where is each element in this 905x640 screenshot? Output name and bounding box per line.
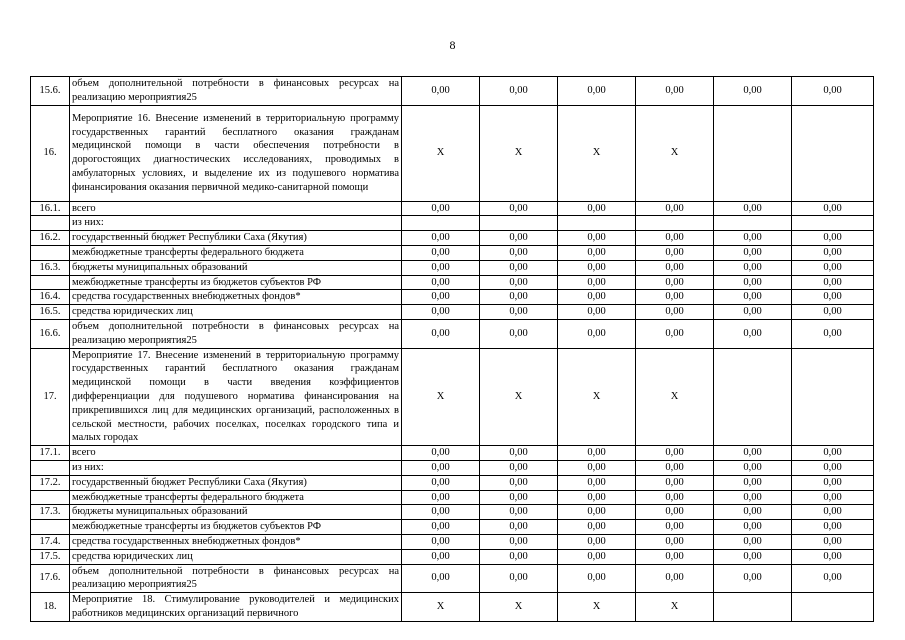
value-cell: 0,00 [714,534,792,549]
value-cell: X [402,593,480,622]
value-cell: 0,00 [558,505,636,520]
value-cell: 0,00 [480,319,558,348]
row-number: 16.3. [31,260,70,275]
value-cell: 0,00 [402,290,480,305]
value-cell: 0,00 [636,505,714,520]
value-cell: 0,00 [636,460,714,475]
value-cell: 0,00 [558,319,636,348]
value-cell [714,216,792,231]
value-cell: 0,00 [714,77,792,106]
value-cell: 0,00 [558,260,636,275]
row-description: объем дополнительной потребности в финансовых ресурсах на реализацию мероприятия25 [70,77,402,106]
value-cell: 0,00 [714,520,792,535]
value-cell: 0,00 [714,201,792,216]
value-cell: 0,00 [792,475,874,490]
value-cell: 0,00 [558,201,636,216]
value-cell: 0,00 [792,245,874,260]
row-number: 17. [31,348,70,446]
row-description: государственный бюджет Республики Саха (Якутия) [70,231,402,246]
value-cell [714,348,792,446]
row-description: Мероприятие 16. Внесение изменений в территориальную программу государственных гарантий бесплатного оказания гражданам медицинской помощи в части обеспечения потребности в дорогостоящих диагностических исследованиях, проводимых в амбулаторных условиях, и выделение их из подушевого норматива финансирования оказания первичной медико-санитарной помощи [70,105,402,201]
row-description: объем дополнительной потребности в финансовых ресурсах на реализацию мероприятия25 [70,564,402,593]
value-cell: X [636,348,714,446]
value-cell [558,216,636,231]
value-cell: 0,00 [480,245,558,260]
table-row [31,593,874,622]
value-cell: 0,00 [402,564,480,593]
value-cell: 0,00 [792,534,874,549]
value-cell [714,105,792,201]
value-cell: 0,00 [714,290,792,305]
row-number: 16. [31,105,70,201]
row-description: всего [70,446,402,461]
value-cell: X [480,593,558,622]
value-cell: 0,00 [480,475,558,490]
value-cell: 0,00 [636,475,714,490]
value-cell: 0,00 [636,446,714,461]
row-description: бюджеты муниципальных образований [70,260,402,275]
row-description: средства государственных внебюджетных фондов* [70,290,402,305]
value-cell: 0,00 [402,275,480,290]
row-description: средства юридических лиц [70,549,402,564]
value-cell: 0,00 [792,201,874,216]
value-cell: 0,00 [480,460,558,475]
value-cell: 0,00 [792,446,874,461]
table-row [31,305,874,320]
value-cell: 0,00 [558,564,636,593]
row-description: всего [70,201,402,216]
value-cell: 0,00 [558,77,636,106]
row-description: из них: [70,460,402,475]
row-description: межбюджетные трансферты федерального бюджета [70,490,402,505]
table-row [31,505,874,520]
value-cell: 0,00 [402,245,480,260]
value-cell: 0,00 [402,201,480,216]
value-cell: 0,00 [636,201,714,216]
value-cell: 0,00 [558,305,636,320]
value-cell: 0,00 [714,305,792,320]
table-row [31,275,874,290]
value-cell [636,216,714,231]
value-cell: 0,00 [792,231,874,246]
value-cell: 0,00 [792,460,874,475]
value-cell: 0,00 [714,245,792,260]
value-cell: 0,00 [558,275,636,290]
value-cell: 0,00 [480,446,558,461]
value-cell: 0,00 [558,231,636,246]
value-cell: 0,00 [402,231,480,246]
table-row [31,245,874,260]
value-cell: 0,00 [714,231,792,246]
row-description: объем дополнительной потребности в финансовых ресурсах на реализацию мероприятия25 [70,319,402,348]
row-number [31,460,70,475]
value-cell: 0,00 [402,534,480,549]
value-cell: 0,00 [792,520,874,535]
row-number: 16.2. [31,231,70,246]
value-cell: 0,00 [636,305,714,320]
value-cell: 0,00 [558,475,636,490]
value-cell: 0,00 [792,564,874,593]
table-row [31,520,874,535]
table-row [31,201,874,216]
value-cell: 0,00 [558,446,636,461]
value-cell: 0,00 [402,549,480,564]
value-cell: 0,00 [714,505,792,520]
row-description: межбюджетные трансферты федерального бюджета [70,245,402,260]
value-cell [792,593,874,622]
row-number: 17.2. [31,475,70,490]
value-cell: 0,00 [480,490,558,505]
value-cell: 0,00 [402,319,480,348]
row-description: из них: [70,216,402,231]
value-cell: X [636,593,714,622]
value-cell: 0,00 [480,549,558,564]
value-cell: 0,00 [636,260,714,275]
value-cell: 0,00 [714,446,792,461]
table-row [31,490,874,505]
value-cell: 0,00 [402,77,480,106]
row-description: Мероприятие 17. Внесение изменений в территориальную программу государственных гарантий бесплатного оказания гражданам медицинской помощи в части введения коэффициентов дифференциации для подушевого норматива финансирования на прикрепившихся лиц для медицинских организаций, расположенных в сельской местности, рабочих поселках, поселках городского типа и малых городах [70,348,402,446]
value-cell: 0,00 [480,305,558,320]
value-cell: X [636,105,714,201]
value-cell: X [402,348,480,446]
row-number: 17.1. [31,446,70,461]
value-cell: 0,00 [792,290,874,305]
row-number [31,490,70,505]
value-cell: 0,00 [636,564,714,593]
value-cell: 0,00 [558,549,636,564]
table-body [31,77,874,622]
value-cell: 0,00 [636,490,714,505]
value-cell: 0,00 [480,520,558,535]
value-cell [792,216,874,231]
value-cell: 0,00 [636,319,714,348]
row-description: средства государственных внебюджетных фондов* [70,534,402,549]
value-cell: 0,00 [636,520,714,535]
value-cell: 0,00 [792,319,874,348]
page-number: 8 [449,38,456,52]
value-cell: X [402,105,480,201]
value-cell: 0,00 [402,460,480,475]
value-cell: X [558,348,636,446]
value-cell: 0,00 [792,305,874,320]
value-cell: 0,00 [714,564,792,593]
row-number [31,245,70,260]
value-cell: 0,00 [714,549,792,564]
value-cell: 0,00 [558,245,636,260]
funding-table [30,76,874,622]
value-cell: 0,00 [402,305,480,320]
value-cell: 0,00 [480,534,558,549]
value-cell: X [480,348,558,446]
row-description: Мероприятие 18. Стимулирование руководителей и медицинских работников медицинских организаций первичного [70,593,402,622]
table-row [31,564,874,593]
value-cell [792,348,874,446]
row-number: 18. [31,593,70,622]
value-cell: 0,00 [402,505,480,520]
value-cell: 0,00 [402,520,480,535]
row-number: 16.6. [31,319,70,348]
value-cell: 0,00 [792,505,874,520]
value-cell: 0,00 [792,260,874,275]
row-number: 16.4. [31,290,70,305]
table-row [31,77,874,106]
value-cell: 0,00 [792,275,874,290]
table-row [31,216,874,231]
row-number [31,520,70,535]
table-row [31,549,874,564]
value-cell: 0,00 [636,245,714,260]
value-cell: 0,00 [636,275,714,290]
table-row [31,260,874,275]
row-number: 16.1. [31,201,70,216]
value-cell: 0,00 [714,460,792,475]
value-cell: 0,00 [480,77,558,106]
row-number [31,275,70,290]
value-cell [714,593,792,622]
row-description: межбюджетные трансферты из бюджетов субъектов РФ [70,520,402,535]
value-cell: 0,00 [480,231,558,246]
table-row [31,446,874,461]
row-description: средства юридических лиц [70,305,402,320]
value-cell: 0,00 [402,260,480,275]
value-cell: 0,00 [402,475,480,490]
value-cell: 0,00 [714,475,792,490]
row-number [31,216,70,231]
row-description: бюджеты муниципальных образований [70,505,402,520]
row-number: 17.3. [31,505,70,520]
table-row [31,460,874,475]
value-cell [480,216,558,231]
value-cell: X [558,593,636,622]
table-row [31,348,874,446]
value-cell: 0,00 [792,77,874,106]
value-cell: 0,00 [636,549,714,564]
row-description: межбюджетные трансферты из бюджетов субъектов РФ [70,275,402,290]
value-cell [792,105,874,201]
row-description: государственный бюджет Республики Саха (Якутия) [70,475,402,490]
value-cell: X [480,105,558,201]
value-cell: 0,00 [558,490,636,505]
value-cell [402,216,480,231]
value-cell: 0,00 [636,290,714,305]
value-cell: 0,00 [480,564,558,593]
value-cell: 0,00 [792,490,874,505]
value-cell: 0,00 [714,275,792,290]
row-number: 17.5. [31,549,70,564]
value-cell: 0,00 [480,260,558,275]
row-number: 15.6. [31,77,70,106]
value-cell: 0,00 [558,290,636,305]
row-number: 17.6. [31,564,70,593]
value-cell: 0,00 [480,275,558,290]
table-row [31,105,874,201]
table-row [31,231,874,246]
value-cell: 0,00 [402,446,480,461]
row-number: 16.5. [31,305,70,320]
value-cell: 0,00 [480,290,558,305]
value-cell: 0,00 [480,505,558,520]
value-cell: 0,00 [402,490,480,505]
value-cell: 0,00 [636,534,714,549]
value-cell: 0,00 [792,549,874,564]
table-row [31,475,874,490]
value-cell: 0,00 [558,534,636,549]
value-cell: 0,00 [636,77,714,106]
value-cell: 0,00 [480,201,558,216]
value-cell: 0,00 [714,319,792,348]
table-row [31,319,874,348]
table-row [31,290,874,305]
value-cell: X [558,105,636,201]
row-number: 17.4. [31,534,70,549]
value-cell: 0,00 [558,520,636,535]
value-cell: 0,00 [714,490,792,505]
table-row [31,534,874,549]
value-cell: 0,00 [558,460,636,475]
value-cell: 0,00 [714,260,792,275]
value-cell: 0,00 [636,231,714,246]
